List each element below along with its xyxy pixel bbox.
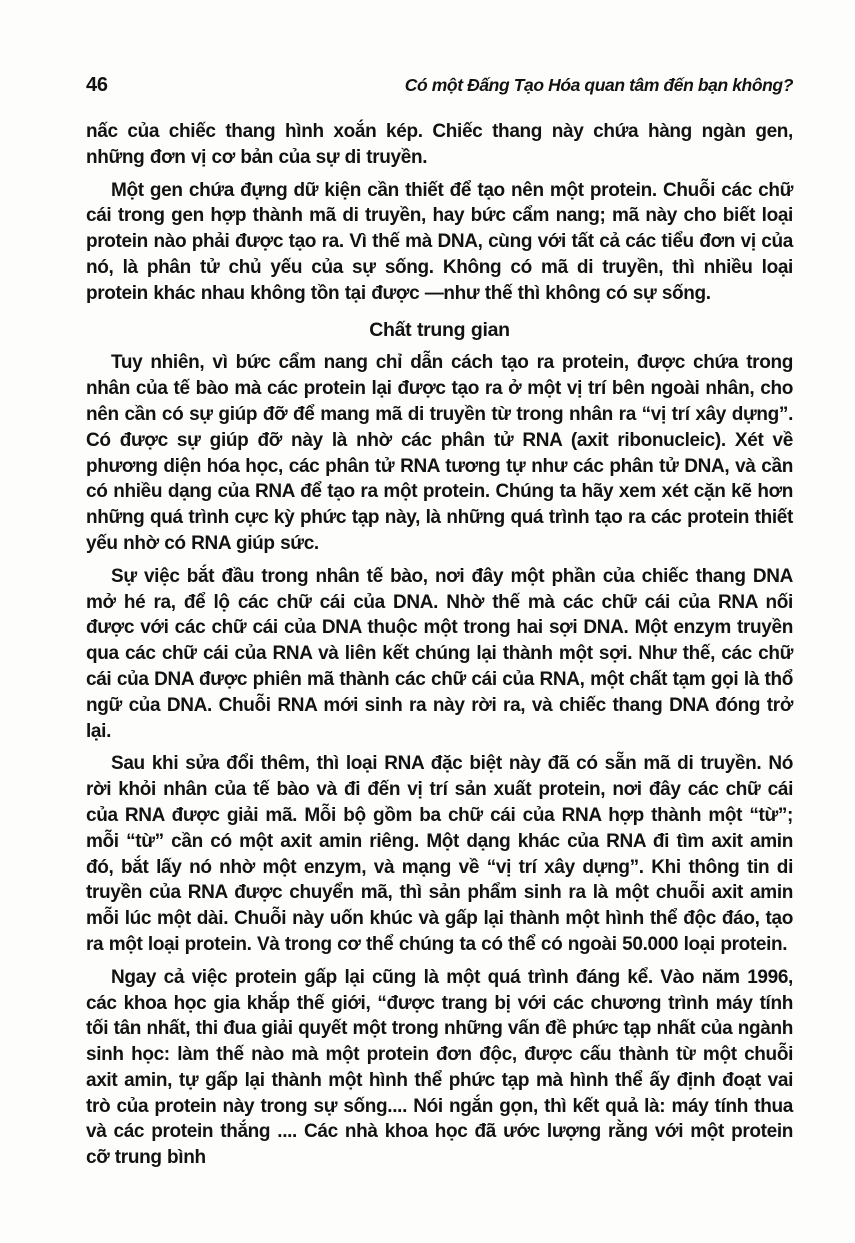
paragraph-however: Tuy nhiên, vì bức cẩm nang chỉ dẫn cách tạo ra protein, được chứa trong nhân của tế bào mà các protein lại được tạo ra ở một vị trí bên ngoài nhân, cho nên cần có sự giúp đỡ để mang mã di truyền từ trong nhân ra “vị trí xây dựng”. Có được sự giúp đỡ này là nhờ các phân tử RNA (axit ribonucleic). Xét về phương diện hóa học, các phân tử RNA tương tự như các phân tử DNA, và cần có nhiều dạng của RNA để tạo ra một protein. Chúng ta hãy xem xét cặn kẽ hơn những quá trình cực kỳ phức tạp này, là những quá trình tạo ra các protein thiết yếu nhờ có RNA giúp sức.: [86, 352, 793, 554]
paragraph-gene: Một gen chứa đựng dữ kiện cần thiết để tạo nên một protein. Chuỗi các chữ cái trong gen hợp thành mã di truyền, hay bức cẩm nang; mã này cho biết loại protein nào phải được tạo ra. Vì thế mà DNA, cùng với tất cả các tiểu đơn vị của nó, là phân tử chủ yếu của sự sống. Không có mã di truyền, thì nhiều loại protein khác nhau không tồn tại được —như thế thì không có sự sống.: [86, 179, 793, 304]
paragraph-translation: Sau khi sửa đổi thêm, thì loại RNA đặc biệt này đã có sẵn mã di truyền. Nó rời khỏi nhân của tế bào và đi đến vị trí sản xuất protein, nơi đây các chữ cái của RNA được giải mã. Mỗi bộ gồm ba chữ cái của RNA hợp thành một “từ”; mỗi “từ” cần có một axit amin riêng. Một dạng khác của RNA đi tìm axit amin đó, bắt lấy nó nhờ một enzym, và mạng về “vị trí xây dựng”. Khi thông tin di truyền của RNA được chuyển mã, thì sản phẩm sinh ra là một chuỗi axit amin mỗi lúc một dài. Chuỗi này uốn khúc và gấp lại thành một hình thể độc đáo, tạo ra một loại protein. Và trong cơ thể chúng ta có thể có ngoài 50.000 loại protein.: [86, 753, 793, 955]
section-heading: Chất trung gian: [369, 318, 510, 341]
paragraph-continuation: nấc của chiếc thang hình xoắn kép. Chiếc thang này chứa hàng ngàn gen, những đơn vị cơ bản của sự di truyền.: [86, 121, 793, 168]
running-header-title: Có một Đấng Tạo Hóa quan tâm đến bạn không?: [404, 75, 793, 95]
running-head: [86, 74, 793, 97]
paragraph-nucleus: Sự việc bắt đầu trong nhân tế bào, nơi đây một phần của chiếc thang DNA mở hé ra, để lộ các chữ cái của DNA. Nhờ thế mà các chữ cái của RNA nối được với các chữ cái của DNA thuộc một trong hai sợi DNA. Một enzym truyền qua các chữ cái của RNA và liên kết chúng lại thành một sợi. Như thế, các chữ cái của DNA được phiên mã thành các chữ cái của RNA, một chất tạm gọi là thổ ngữ của DNA. Chuỗi RNA mới sinh ra này rời ra, và chiếc thang DNA đóng trở lại.: [86, 565, 793, 742]
page-number: 46: [86, 74, 108, 96]
paragraph-folding: Ngay cả việc protein gấp lại cũng là một quá trình đáng kể. Vào năm 1996, các khoa học gia khắp thế giới, “được trang bị với các chương trình máy tính tối tân nhất, thi đua giải quyết một trong những vấn đề phức tạp nhất của ngành sinh học: làm thế nào mà một protein đơn độc, được cấu thành từ một chuỗi axit amin, tự gấp lại thành một hình thể phức tạp mà hình thể ấy định đoạt vai trò của protein này trong sự sống.... Nói ngắn gọn, thì kết quả là: máy tính thua và các protein thắng .... Các nhà khoa học đã ước lượng rằng với một protein cỡ trung bình: [86, 966, 793, 1169]
page-body: [86, 119, 793, 1171]
